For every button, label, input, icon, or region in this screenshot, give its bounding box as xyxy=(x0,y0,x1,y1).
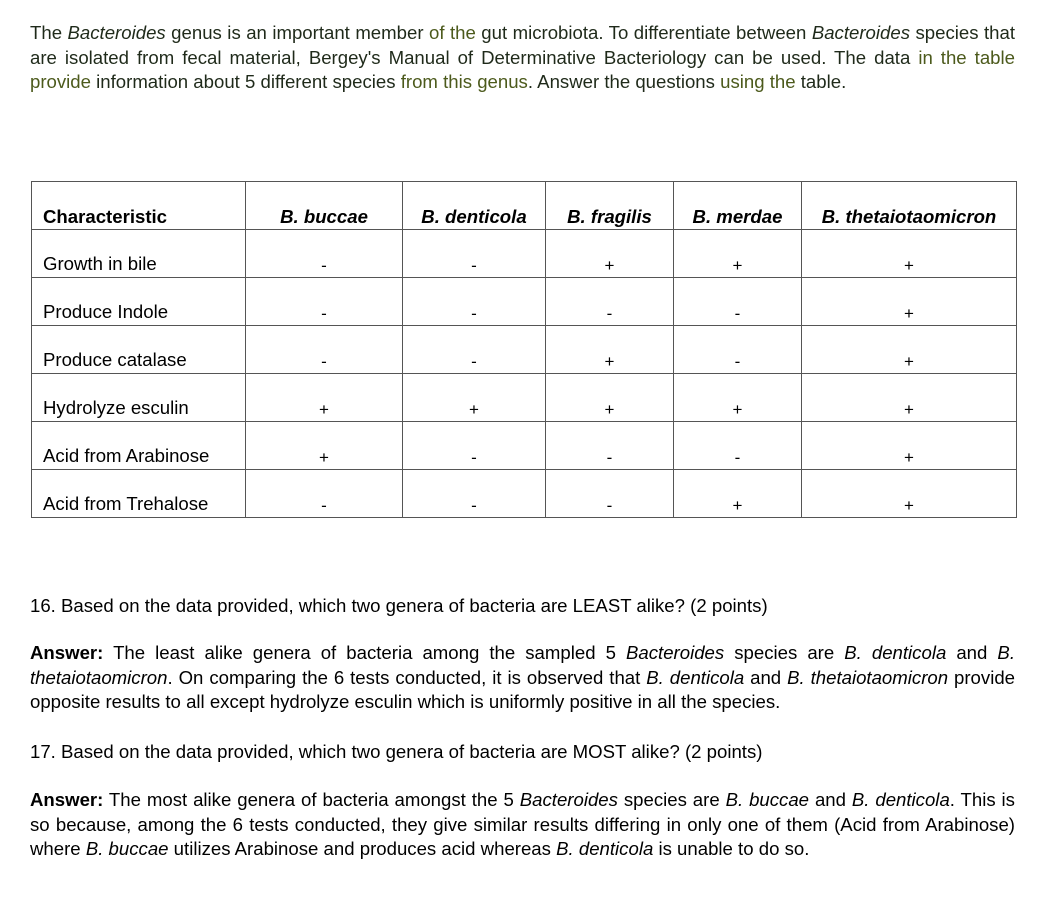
row-label: Growth in bile xyxy=(32,230,246,278)
intro-text: in the table provide xyxy=(30,46,1015,92)
answer-text: B. buccae xyxy=(725,789,810,810)
cell-value: + xyxy=(674,230,802,278)
intro-text: using the xyxy=(720,71,796,92)
table-row xyxy=(32,422,1017,470)
answer-label: Answer: xyxy=(30,642,104,663)
answer-text: The least alike genera of bacteria among the sampled 5 xyxy=(103,642,626,663)
table-row xyxy=(32,470,1017,518)
cell-value: - xyxy=(403,278,546,326)
table-header-row xyxy=(32,182,1017,230)
answer-16 xyxy=(30,641,1015,715)
answer-text: B. denticola xyxy=(844,642,947,663)
intro-text: genus is an important member xyxy=(165,22,429,43)
header-species: B. merdae xyxy=(674,182,802,230)
cell-value: - xyxy=(403,230,546,278)
cell-value: - xyxy=(246,326,403,374)
cell-value: - xyxy=(403,422,546,470)
answer-text: . On comparing the 6 tests conducted, it is observed that xyxy=(167,666,647,688)
intro-text: Bacteroides xyxy=(67,22,166,43)
answer-text: is unable to do so. xyxy=(653,838,810,859)
intro-text: Bacteroides xyxy=(811,22,911,43)
intro-text: from this genus xyxy=(400,71,528,92)
answer-text: species are xyxy=(724,642,845,663)
characteristics-table xyxy=(31,181,1017,518)
intro-text: species that are isolated from fecal material, Bergey's Manual of Determinative Bacteriology can be used. The data xyxy=(30,22,1016,68)
intro-text: information about 5 different species xyxy=(90,71,401,92)
table-row xyxy=(32,326,1017,374)
answer-text: utilizes Arabinose and produces acid whereas xyxy=(168,838,557,859)
cell-value: - xyxy=(246,230,403,278)
cell-value: + xyxy=(802,470,1017,518)
cell-value: + xyxy=(546,326,674,374)
intro-text: gut microbiota. To differentiate between xyxy=(475,22,812,43)
cell-value: - xyxy=(674,326,802,374)
question-text: 17. Based on the data provided, which two genera of bacteria are MOST alike? (2 points) xyxy=(30,741,763,762)
cell-value: - xyxy=(546,422,674,470)
answer-text: B. thetaiotaomicron xyxy=(30,642,1015,688)
cell-value: + xyxy=(546,374,674,422)
cell-value: + xyxy=(802,230,1017,278)
row-label: Hydrolyze esculin xyxy=(32,374,246,422)
cell-value: + xyxy=(802,374,1017,422)
cell-value: + xyxy=(674,374,802,422)
cell-value: + xyxy=(674,470,802,518)
question-16 xyxy=(30,594,1015,619)
answer-text: B. thetaiotaomicron xyxy=(787,666,949,688)
header-species: B. fragilis xyxy=(546,182,674,230)
cell-value: + xyxy=(546,230,674,278)
cell-value: - xyxy=(246,278,403,326)
cell-value: + xyxy=(246,374,403,422)
cell-value: + xyxy=(802,326,1017,374)
intro-text: of the xyxy=(428,22,476,43)
answer-text: species are xyxy=(617,789,726,810)
cell-value: + xyxy=(802,278,1017,326)
table-row xyxy=(32,278,1017,326)
cell-value: - xyxy=(246,470,403,518)
answer-text: and xyxy=(809,789,852,810)
cell-value: - xyxy=(546,278,674,326)
answer-17 xyxy=(30,788,1015,862)
answer-text: B. denticola xyxy=(851,789,950,810)
answer-text: Bacteroides xyxy=(625,642,725,663)
header-characteristic: Characteristic xyxy=(32,182,246,230)
header-species: B. buccae xyxy=(246,182,403,230)
answer-text: B. buccae xyxy=(85,838,169,859)
cell-value: - xyxy=(674,422,802,470)
cell-value: - xyxy=(546,470,674,518)
row-label: Produce Indole xyxy=(32,278,246,326)
cell-value: - xyxy=(674,278,802,326)
intro-text: The xyxy=(30,22,68,43)
answer-text: The most alike genera of bacteria amongst the 5 xyxy=(103,789,520,810)
question-text: 16. Based on the data provided, which two genera of bacteria are LEAST alike? (2 points) xyxy=(30,595,768,616)
row-label: Acid from Arabinose xyxy=(32,422,246,470)
answer-label: Answer: xyxy=(30,789,104,810)
answer-text: B. denticola xyxy=(646,666,745,688)
row-label: Produce catalase xyxy=(32,326,246,374)
cell-value: - xyxy=(403,470,546,518)
header-species: B. thetaiotaomicron xyxy=(802,182,1017,230)
table-row xyxy=(32,374,1017,422)
answer-text: Bacteroides xyxy=(519,789,618,810)
answer-text: and xyxy=(946,642,998,663)
answer-text: . This is so because, among the 6 tests conducted, they give similar results differing in only one of them (Acid from Arabinose) where xyxy=(30,789,1015,859)
cell-value: - xyxy=(403,326,546,374)
answer-text: and xyxy=(744,666,788,688)
row-label: Acid from Trehalose xyxy=(32,470,246,518)
header-species: B. denticola xyxy=(403,182,546,230)
question-17 xyxy=(30,740,1015,765)
table-row xyxy=(32,230,1017,278)
cell-value: + xyxy=(246,422,403,470)
intro-paragraph xyxy=(30,21,1015,95)
cell-value: + xyxy=(802,422,1017,470)
intro-text: table. xyxy=(795,71,847,92)
answer-text: provide opposite results to all except hydrolyze esculin which is uniformly positive in all the species. xyxy=(30,666,1016,712)
cell-value: + xyxy=(403,374,546,422)
intro-text: . Answer the questions xyxy=(527,71,721,92)
answer-text: B. denticola xyxy=(556,838,654,859)
